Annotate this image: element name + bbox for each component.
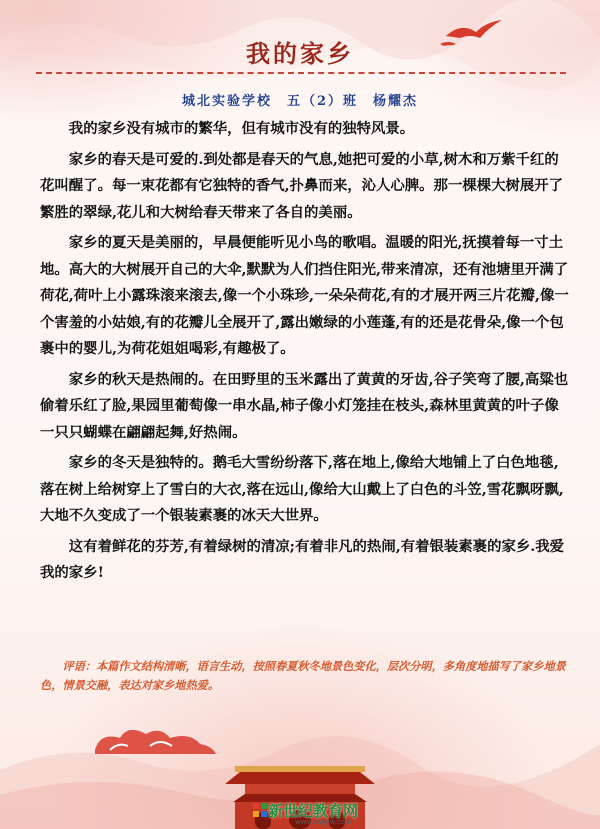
page-title: 我的家乡 xyxy=(246,39,354,68)
essay-paragraph: 家乡的春天是可爱的.到处都是春天的气息,她把可爱的小草,树木和万紫千红的花叫醒了。每一束花都有它独特的香气,扑鼻而来，沁人心脾。那一棵棵大树展开了繁胜的翠绿,花儿和大树给春天带来了各自的美丽。 xyxy=(40,150,564,221)
site-logo-icon xyxy=(252,802,268,818)
essay-body xyxy=(40,116,570,591)
auspicious-cloud-icon xyxy=(90,722,220,762)
essay-paragraph: 家乡的秋天是热闹的。在田野里的玉米露出了黄黄的牙齿,谷子笑弯了腰,高粱也偷着乐红了脸,果园里葡萄像一串水晶,柿子像小灯笼挂在枝头,森林里黄黄的叶子像一只只蝴蝶在翩翩起舞,好热闹。 xyxy=(40,370,569,441)
essay-paragraph: 这有着鲜花的芬芳,有着绿树的清凉;有着非凡的热闹,有着银装素裹的家乡.我爱我的家乡! xyxy=(40,537,565,581)
watermark-name: 新世纪教育网 xyxy=(268,802,359,820)
teacher-comment: 评语：本篇作文结构清晰，语言生动，按照春夏秋冬地景色变化，层次分明，多角度地描写了家乡地景色，情景交融，表达对家乡地热爱。 xyxy=(40,659,566,692)
essay-paragraph: 家乡的冬天是独特的。鹅毛大雪纷纷落下,落在地上,像给大地铺上了白色地毯,落在树上给树穿上了雪白的大衣,落在远山,像给大山戴上了白色的斗笠,雪花飘呀飘,大地不久变成了一个银装素裹的冰天大世界。 xyxy=(40,454,564,524)
essay-paragraph: 我的家乡没有城市的繁华，但有城市没有的独特风景。 xyxy=(68,120,415,137)
essay-paragraph: 家乡的夏天是美丽的，早晨便能听见小鸟的歌唱。温暖的阳光,抚摸着每一寸土地。高大的大树展开自己的大伞,默默为人们挡住阳光,带来清凉，还有池塘里开满了荷花,荷叶上小露珠滚来滚去,像一个小珠珍,一朵朵荷花,有的才展开两三片花瓣,像一个害羞的小姑娘,有的花瓣儿全展开了,露出嫩绿的小莲蓬,有的还是花骨朵,像一个包裹中的婴儿,为荷花姐姐喝彩,有趣极了。 xyxy=(40,234,569,357)
title-divider xyxy=(36,72,566,74)
author-byline: 城北实验学校 五（2）班 杨耀杰 xyxy=(181,94,419,109)
watermark-url: www.xsjjyw.com xyxy=(295,818,352,826)
